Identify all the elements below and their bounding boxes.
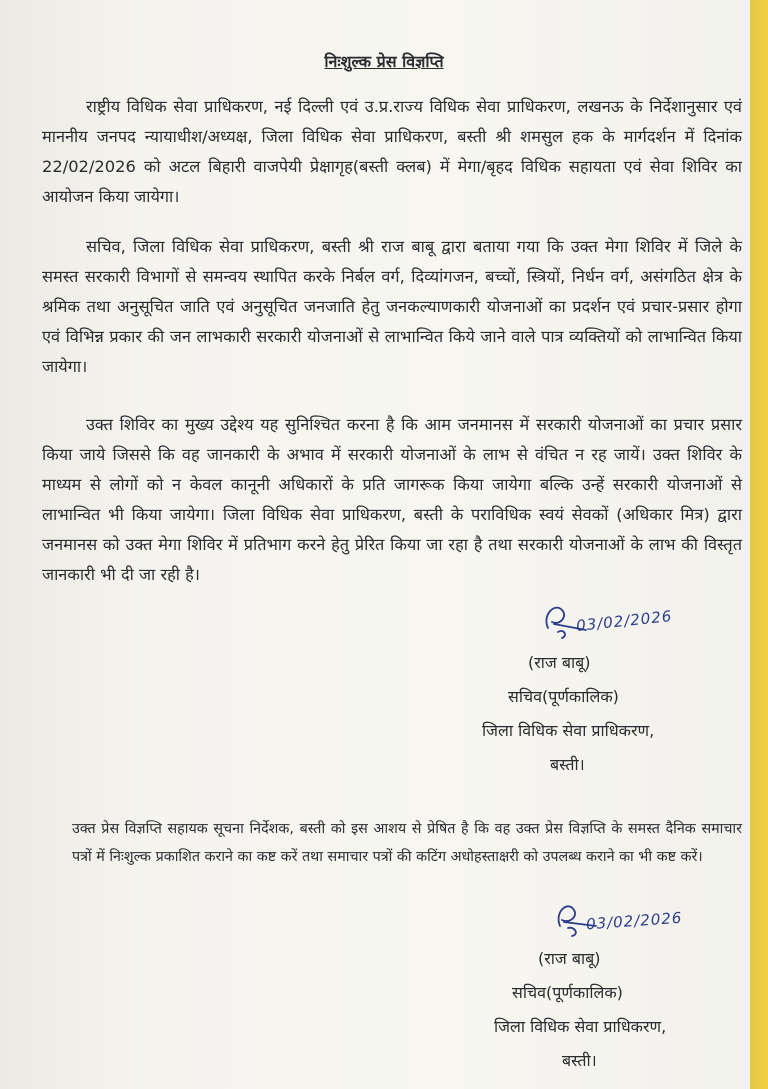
signatory-office: जिला विधिक सेवा प्राधिकरण, [494, 1017, 667, 1036]
page-edge-strip [750, 0, 768, 1089]
document-title: निःशुल्क प्रेस विज्ञप्ति [324, 52, 444, 71]
paragraph-1: राष्ट्रीय विधिक सेवा प्राधिकरण, नई दिल्ली एवं उ.प्र.राज्य विधिक सेवा प्राधिकरण, लखनऊ के निर्देशानुसार एवं माननीय जनपद न्यायाधीश/अध्यक्ष, जिला विधिक सेवा प्राधिकरण, बस्ती श्री शमसुल हक के मार्गदर्शन में दिनांक 22/02/2026 को अटल बिहारी वाजपेयी प्रेक्षागृह(बस्ती क्लब) में मेगा/बृहद विधिक सहायता एवं सेवा शिविर का आयोजन किया जायेगा। [42, 97, 742, 206]
signatory-place: बस्ती। [562, 1051, 597, 1070]
signatory-name: (राज बाबू) [538, 949, 601, 968]
handwritten-signature-2 [552, 896, 722, 946]
signature-1-date: 03/02/2026 [575, 607, 674, 635]
handwritten-signature-1 [540, 598, 710, 648]
signatory-place: बस्ती। [550, 755, 585, 774]
signatory-name: (राज बाबू) [528, 653, 591, 672]
forwarding-note: उक्त प्रेस विज्ञप्ति सहायक सूचना निर्देशक, बस्ती को इस आशय से प्रेषित है कि वह उक्त प्रेस विज्ञप्ति के समस्त दैनिक समाचार पत्रों में निःशुल्क प्रकाशित कराने का कष्ट करें तथा समाचार पत्रों की कटिंग अधोहस्ताक्षरी को उपलब्ध कराने का भी कष्ट करें। [72, 821, 742, 865]
signatory-designation: सचिव(पूर्णकालिक) [512, 983, 623, 1002]
signature-2-date: 03/02/2026 [585, 908, 683, 934]
signatory-designation: सचिव(पूर्णकालिक) [508, 687, 619, 706]
paragraph-3: उक्त शिविर का मुख्य उद्देश्य यह सुनिश्चित करना है कि आम जनमानस में सरकारी योजनाओं का प्रचार प्रसार किया जाये जिससे कि वह जानकारी के अभाव में सरकारी योजनाओं के लाभ से वंचित न रह जायें। उक्त शिविर के माध्यम से लोगों को न केवल कानूनी अधिकारों के प्रति जागरूक किया जायेगा बल्कि उन्हें सरकारी योजनाओं से लाभान्वित भी किया जायेगा। जिला विधिक सेवा प्राधिकरण, बस्ती के पराविधिक स्वयं सेवकों (अधिकार मित्र) द्वारा जनमानस को उक्त मेगा शिविर में प्रतिभाग करने हेतु प्रेरित किया जा रहा है तथा सरकारी योजनाओं के लाभ की विस्तृत जानकारी भी दी जा रही है। [42, 415, 742, 584]
paragraph-2: सचिव, जिला विधिक सेवा प्राधिकरण, बस्ती श्री राज बाबू द्वारा बताया गया कि उक्त मेगा शिविर में जिले के समस्त सरकारी विभागों से समन्वय स्थापित करके निर्बल वर्ग, दिव्यांगजन, बच्चों, स्त्रियों, निर्धन वर्ग, असंगठित क्षेत्र के श्रमिक तथा अनुसूचित जाति एवं अनुसूचित जनजाति हेतु जनकल्याणकारी योजनाओं का प्रदर्शन एवं प्रचार-प्रसार होगा एवं विभिन्न प्रकार की जन लाभकारी सरकारी योजनाओं से लाभान्वित किये जाने वाले पात्र व्यक्तियों को लाभान्वित किया जायेगा। [42, 237, 742, 376]
signatory-office: जिला विधिक सेवा प्राधिकरण, [482, 721, 655, 740]
